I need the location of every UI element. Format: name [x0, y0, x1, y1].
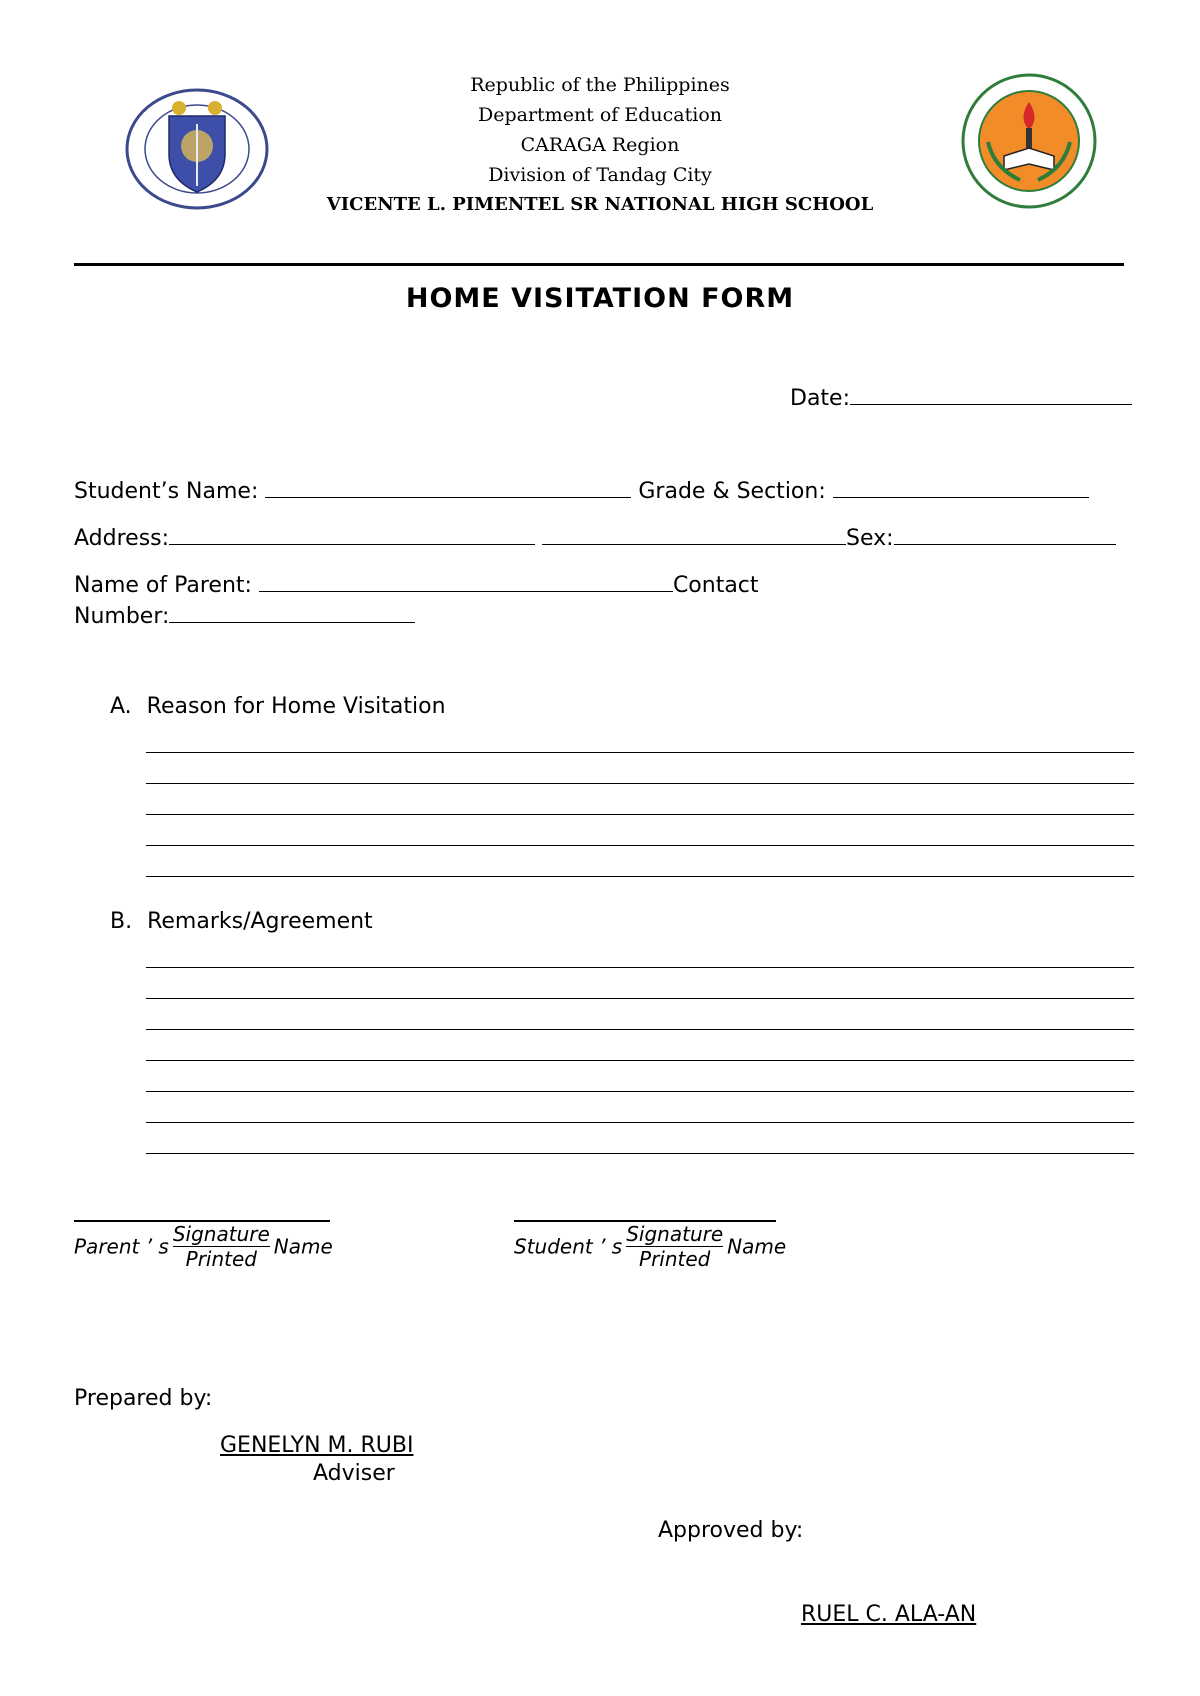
parent-signature-denominator: Printed	[185, 1247, 257, 1271]
student-signature-suffix: Name	[727, 1234, 787, 1259]
reason-line-3[interactable]	[146, 814, 1134, 815]
prepared-by-label: Prepared by:	[74, 1386, 213, 1411]
contact-label: Contact	[672, 573, 759, 598]
approved-by-label: Approved by:	[658, 1518, 804, 1543]
section-a-heading	[110, 694, 446, 719]
page-title: HOME VISITATION FORM	[405, 283, 795, 314]
adviser-name: GENELYN M. RUBI	[220, 1433, 414, 1458]
contact-number-label: Number:	[74, 604, 170, 629]
student-signature-numerator: Signature	[626, 1222, 724, 1246]
remarks-line-7[interactable]	[146, 1153, 1134, 1154]
parent-signature-suffix: Name	[273, 1234, 333, 1259]
reason-line-1[interactable]	[146, 752, 1134, 753]
address-line-2[interactable]	[542, 522, 846, 545]
section-b-title: Remarks/Agreement	[147, 909, 373, 934]
student-name-line[interactable]	[265, 475, 631, 498]
parent-signature-prefix: Parent ’ s	[74, 1234, 169, 1259]
date-field[interactable]	[790, 382, 1132, 411]
approver-name: RUEL C. ALA-AN	[801, 1602, 977, 1627]
address-line-1[interactable]	[169, 522, 535, 545]
header-school-name: VICENTE L. PIMENTEL SR NATIONAL HIGH SCHOOL	[326, 194, 874, 215]
section-b-marker: B.	[110, 909, 133, 934]
remarks-line-1[interactable]	[146, 967, 1134, 968]
contact-number-row	[74, 600, 415, 629]
reason-line-5[interactable]	[146, 876, 1134, 877]
sex-label: Sex:	[846, 526, 894, 551]
date-label: Date:	[790, 386, 850, 411]
remarks-line-2[interactable]	[146, 998, 1134, 999]
deped-seal	[124, 88, 270, 210]
reason-line-2[interactable]	[146, 783, 1134, 784]
grade-section-label: Grade & Section:	[638, 479, 826, 504]
student-signature-prefix: Student ’ s	[514, 1234, 623, 1259]
header-line-division: Division of Tandag City	[488, 164, 712, 186]
remarks-line-4[interactable]	[146, 1060, 1134, 1061]
school-seal	[960, 72, 1098, 210]
header-divider	[74, 263, 1124, 266]
grade-section-line[interactable]	[833, 475, 1089, 498]
parent-signature-numerator: Signature	[172, 1222, 270, 1246]
adviser-role: Adviser	[313, 1461, 395, 1486]
date-line[interactable]	[850, 382, 1132, 405]
parent-name-row	[74, 569, 759, 598]
header-line-region: CARAGA Region	[520, 134, 680, 156]
contact-number-line[interactable]	[169, 600, 415, 623]
parent-signature-block	[74, 1222, 333, 1271]
sex-line[interactable]	[894, 522, 1116, 545]
address-row	[74, 522, 1116, 551]
header-line-republic: Republic of the Philippines	[470, 74, 730, 96]
student-signature-denominator: Printed	[639, 1247, 711, 1271]
reason-line-4[interactable]	[146, 845, 1134, 846]
remarks-line-6[interactable]	[146, 1122, 1134, 1123]
student-signature-block	[514, 1222, 786, 1271]
header-line-department: Department of Education	[478, 104, 722, 126]
address-label: Address:	[74, 526, 170, 551]
parent-name-label: Name of Parent:	[74, 573, 252, 598]
section-a-marker: A.	[110, 694, 132, 719]
student-name-label: Student’s Name:	[74, 479, 259, 504]
parent-name-line[interactable]	[259, 569, 673, 592]
section-a-title: Reason for Home Visitation	[146, 694, 446, 719]
remarks-line-3[interactable]	[146, 1029, 1134, 1030]
remarks-line-5[interactable]	[146, 1091, 1134, 1092]
section-b-heading	[110, 909, 373, 934]
student-name-row	[74, 475, 1089, 504]
